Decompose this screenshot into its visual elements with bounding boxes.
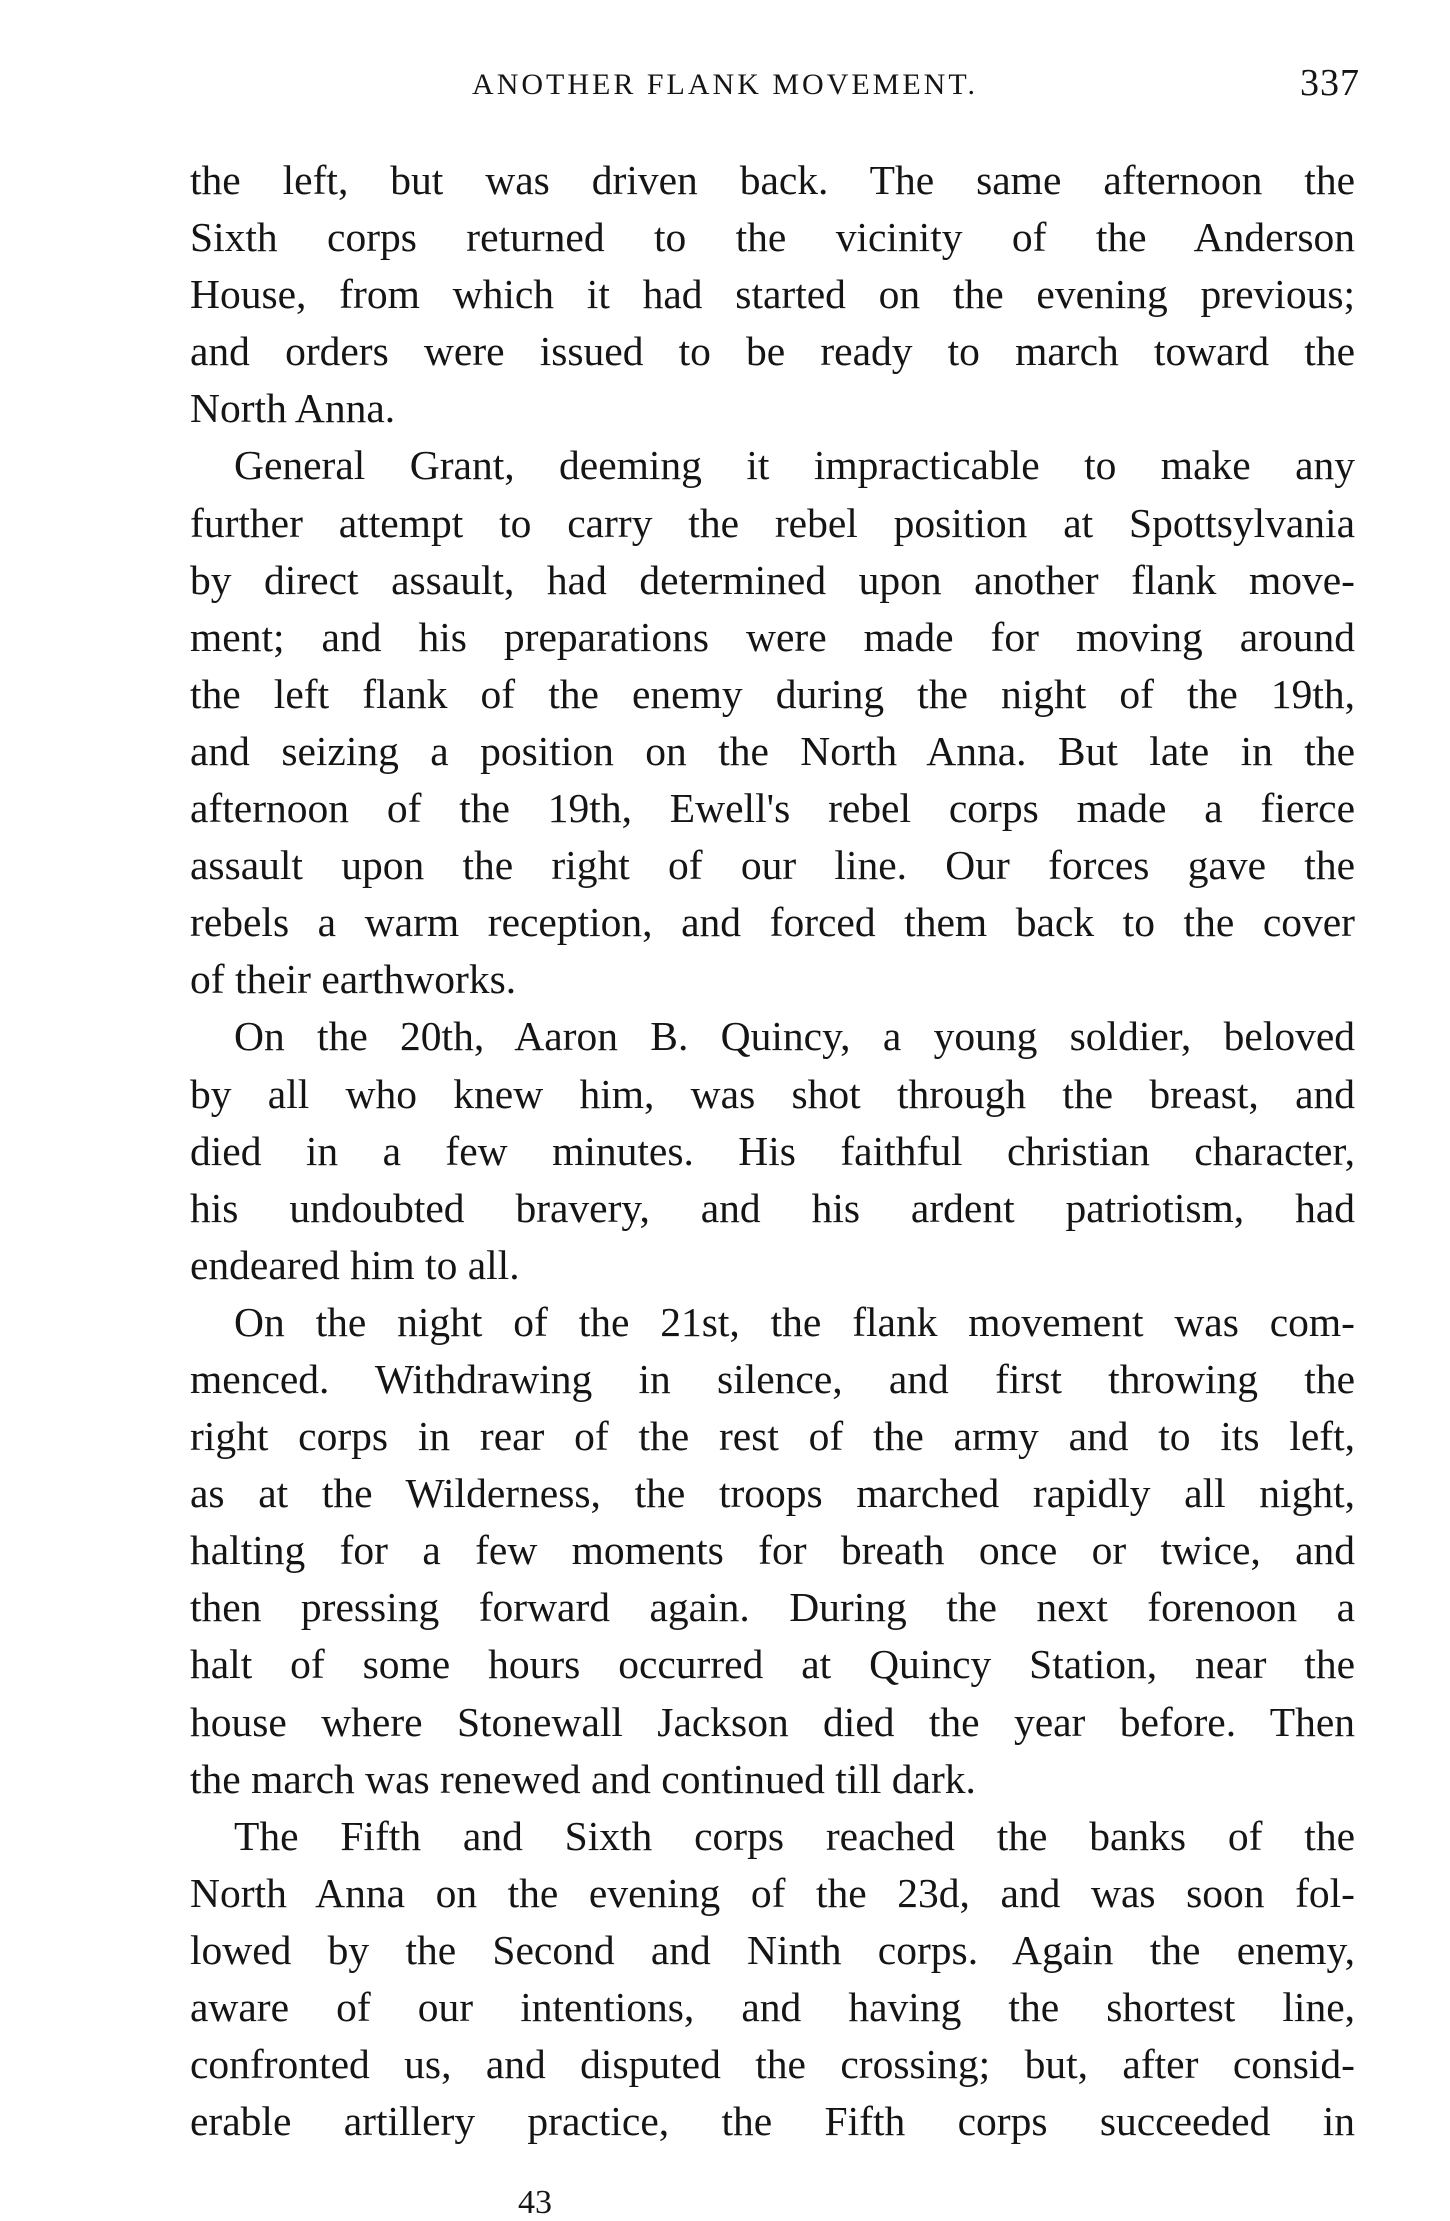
text-line: halting for a few moments for breath once or twice, and: [190, 1527, 1355, 1574]
text-line: rebels a warm reception, and forced them back to the cover: [190, 899, 1355, 946]
text-line: the left, but was driven back. The same afternoon the: [190, 157, 1355, 203]
text-line: his undoubted bravery, and his ardent patriotism, had: [190, 1184, 1355, 1231]
text-line: The Fifth and Sixth corps reached the banks of the: [234, 1812, 1355, 1859]
text-line: the march was renewed and continued till dark.: [190, 1755, 976, 1802]
text-line: North Anna.: [190, 385, 396, 432]
text-line: halt of some hours occurred at Quincy Station, near the: [190, 1641, 1355, 1688]
text-line: On the 20th, Aaron B. Quincy, a young soldier, beloved: [234, 1013, 1355, 1060]
text-line: of their earthworks.: [190, 956, 517, 1003]
text-line: by all who knew him, was shot through the breast, and: [190, 1070, 1355, 1117]
text-line: ment; and his preparations were made for moving around: [190, 613, 1355, 660]
text-line: and seizing a position on the North Anna. But late in the: [190, 727, 1355, 774]
text-line: as at the Wilderness, the troops marched rapidly all night,: [190, 1470, 1355, 1517]
signature-mark: 43: [518, 2184, 552, 2221]
text-line: menced. Withdrawing in silence, and first throwing the: [190, 1355, 1355, 1402]
text-line: right corps in rear of the rest of the army and to its left,: [190, 1413, 1355, 1460]
text-line: assault upon the right of our line. Our forces gave the: [190, 842, 1355, 889]
text-line: further attempt to carry the rebel position at Spottsylvania: [190, 499, 1355, 546]
text-line: North Anna on the evening of the 23d, and was soon fol-: [190, 1869, 1355, 1916]
text-line: house where Stonewall Jackson died the year before. Then: [190, 1698, 1355, 1745]
text-line: died in a few minutes. His faithful christian character,: [190, 1127, 1355, 1174]
running-title: ANOTHER FLANK MOVEMENT.: [472, 68, 978, 101]
text-line: and orders were issued to be ready to march toward the: [190, 328, 1355, 375]
text-line: by direct assault, had determined upon another flank move-: [190, 556, 1355, 603]
body-text: [190, 152, 1355, 2150]
text-line: afternoon of the 19th, Ewell's rebel corps made a fierce: [190, 785, 1355, 832]
text-line: On the night of the 21st, the flank movement was com-: [234, 1298, 1355, 1345]
text-line: the left flank of the enemy during the night of the 19th,: [190, 670, 1355, 717]
text-line: aware of our intentions, and having the shortest line,: [190, 1984, 1355, 2030]
text-line: Sixth corps returned to the vicinity of the Anderson: [190, 214, 1355, 261]
text-line: General Grant, deeming it impracticable to make any: [234, 442, 1355, 489]
text-line: confronted us, and disputed the crossing; but, after consid-: [190, 2041, 1355, 2088]
text-line: then pressing forward again. During the next forenoon a: [190, 1584, 1355, 1631]
text-line: endeared him to all.: [190, 1241, 520, 1288]
text-line: House, from which it had started on the evening previous;: [190, 271, 1355, 318]
page-number: 337: [1300, 62, 1360, 104]
text-line: erable artillery practice, the Fifth corps succeeded in: [190, 2098, 1355, 2145]
text-line: lowed by the Second and Ninth corps. Again the enemy,: [190, 1926, 1355, 1973]
